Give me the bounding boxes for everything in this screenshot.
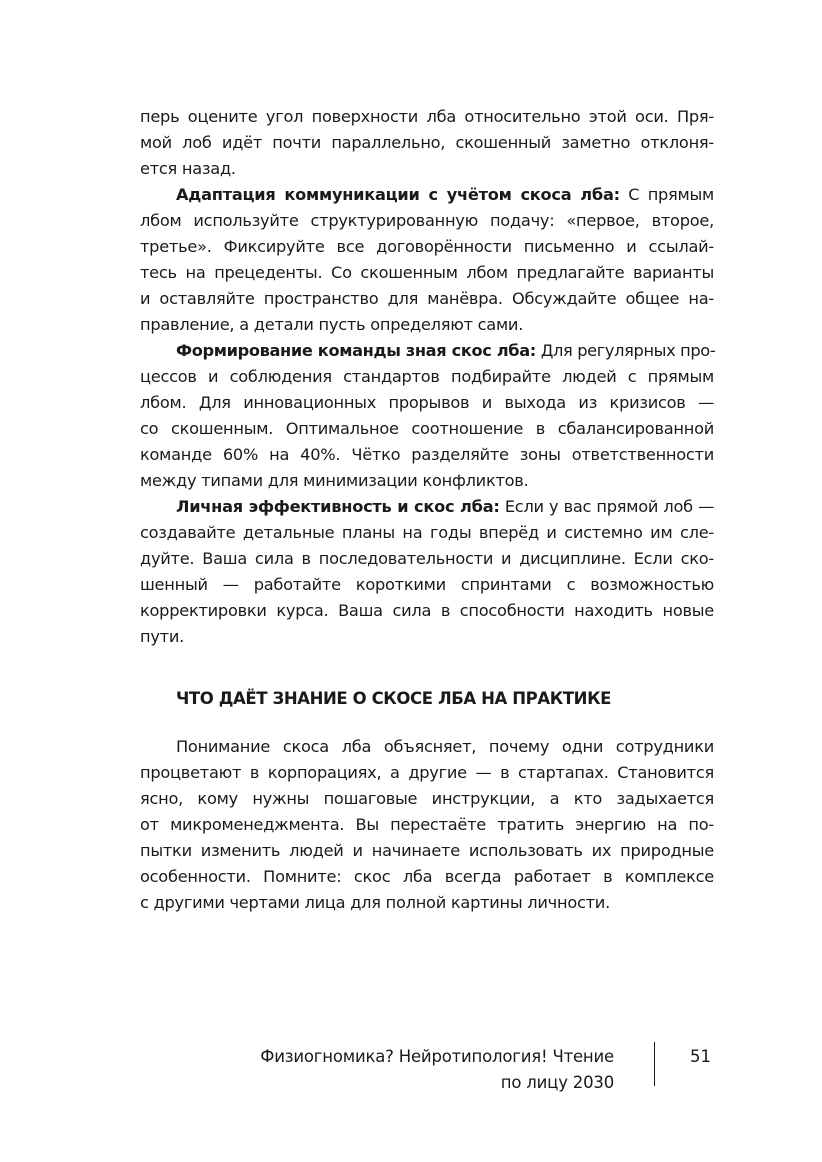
- text-line: [140, 338, 714, 364]
- text-line: создавайте детальные планы на годы вперёд и системно им сле-: [140, 523, 714, 542]
- text-line: мой лоб идёт почти параллельно, скошенный заметно отклоня-: [140, 133, 714, 152]
- text-line: особенности. Помните: скос лба всегда работает в комплексе: [140, 867, 714, 886]
- footer-title-line: по лицу 2030: [500, 1073, 614, 1092]
- paragraph-team: [140, 338, 714, 494]
- section-paragraph: [140, 734, 714, 916]
- footer-title-line: Физиогномика? Нейротипология! Чтение: [260, 1047, 614, 1066]
- text-line: [140, 182, 714, 208]
- text-line: команде 60% на 40%. Чётко разделяйте зоны ответственности: [140, 445, 714, 464]
- text-line: пути.: [140, 627, 185, 646]
- paragraph-communication: [140, 182, 714, 338]
- text-line: Понимание скоса лба объясняет, почему одни сотрудники: [176, 737, 714, 756]
- text-line: лбом. Для инновационных прорывов и выхода из кризисов —: [140, 393, 714, 412]
- text-run: Для регулярных про-: [535, 341, 716, 360]
- section-heading: ЧТО ДАЁТ ЗНАНИЕ О СКОСЕ ЛБА НА ПРАКТИКЕ: [176, 689, 612, 708]
- text-line: ясно, кому нужны пошаговые инструкции, а кто задыхается: [140, 789, 714, 808]
- page-number: 51: [690, 1047, 711, 1066]
- paragraph-lead: Формирование команды зная скос лба:: [176, 341, 536, 360]
- text-line: тесь на прецеденты. Со скошенным лбом предлагайте варианты: [140, 263, 714, 282]
- text-line: цессов и соблюдения стандартов подбирайте людей с прямым: [140, 367, 714, 386]
- text-line: лбом используйте структурированную подачу: «первое, второе,: [140, 211, 714, 230]
- paragraph-lead: Личная эффективность и скос лба:: [176, 497, 500, 516]
- text-line: пытки изменить людей и начинаете использовать их природные: [140, 841, 714, 860]
- text-line: с другими чертами лица для полной картины личности.: [140, 893, 610, 912]
- text-run: Если у вас прямой лоб —: [499, 497, 715, 516]
- text-line: корректировки курса. Ваша сила в способности находить новые: [140, 601, 714, 620]
- text-run: С прямым: [619, 185, 714, 204]
- text-line: от микроменеджмента. Вы перестаёте тратить энергию на по-: [140, 815, 714, 834]
- paragraph-personal: [140, 494, 714, 650]
- text-line: третье». Фиксируйте все договорённости письменно и ссылай-: [140, 237, 714, 256]
- text-line: ется назад.: [140, 159, 236, 178]
- text-line: перь оцените угол поверхности лба относительно этой оси. Пря-: [140, 107, 714, 126]
- text-line: со скошенным. Оптимальное соотношение в сбалансированной: [140, 419, 714, 438]
- footer-divider: [654, 1042, 655, 1086]
- text-line: правление, а детали пусть определяют сами.: [140, 315, 524, 334]
- paragraph-continuation: [140, 104, 714, 182]
- text-line: [140, 494, 714, 520]
- text-line: процветают в корпорациях, а другие — в стартапах. Становится: [140, 763, 714, 782]
- text-line: и оставляйте пространство для манёвра. Обсуждайте общее на-: [140, 289, 714, 308]
- text-line: дуйте. Ваша сила в последовательности и дисциплине. Если ско-: [140, 549, 714, 568]
- paragraph-lead: Адаптация коммуникации с учётом скоса лба:: [176, 185, 620, 204]
- running-footer-title: [260, 1044, 614, 1096]
- text-line: шенный — работайте короткими спринтами с возможностью: [140, 575, 714, 594]
- text-line: между типами для минимизации конфликтов.: [140, 471, 529, 490]
